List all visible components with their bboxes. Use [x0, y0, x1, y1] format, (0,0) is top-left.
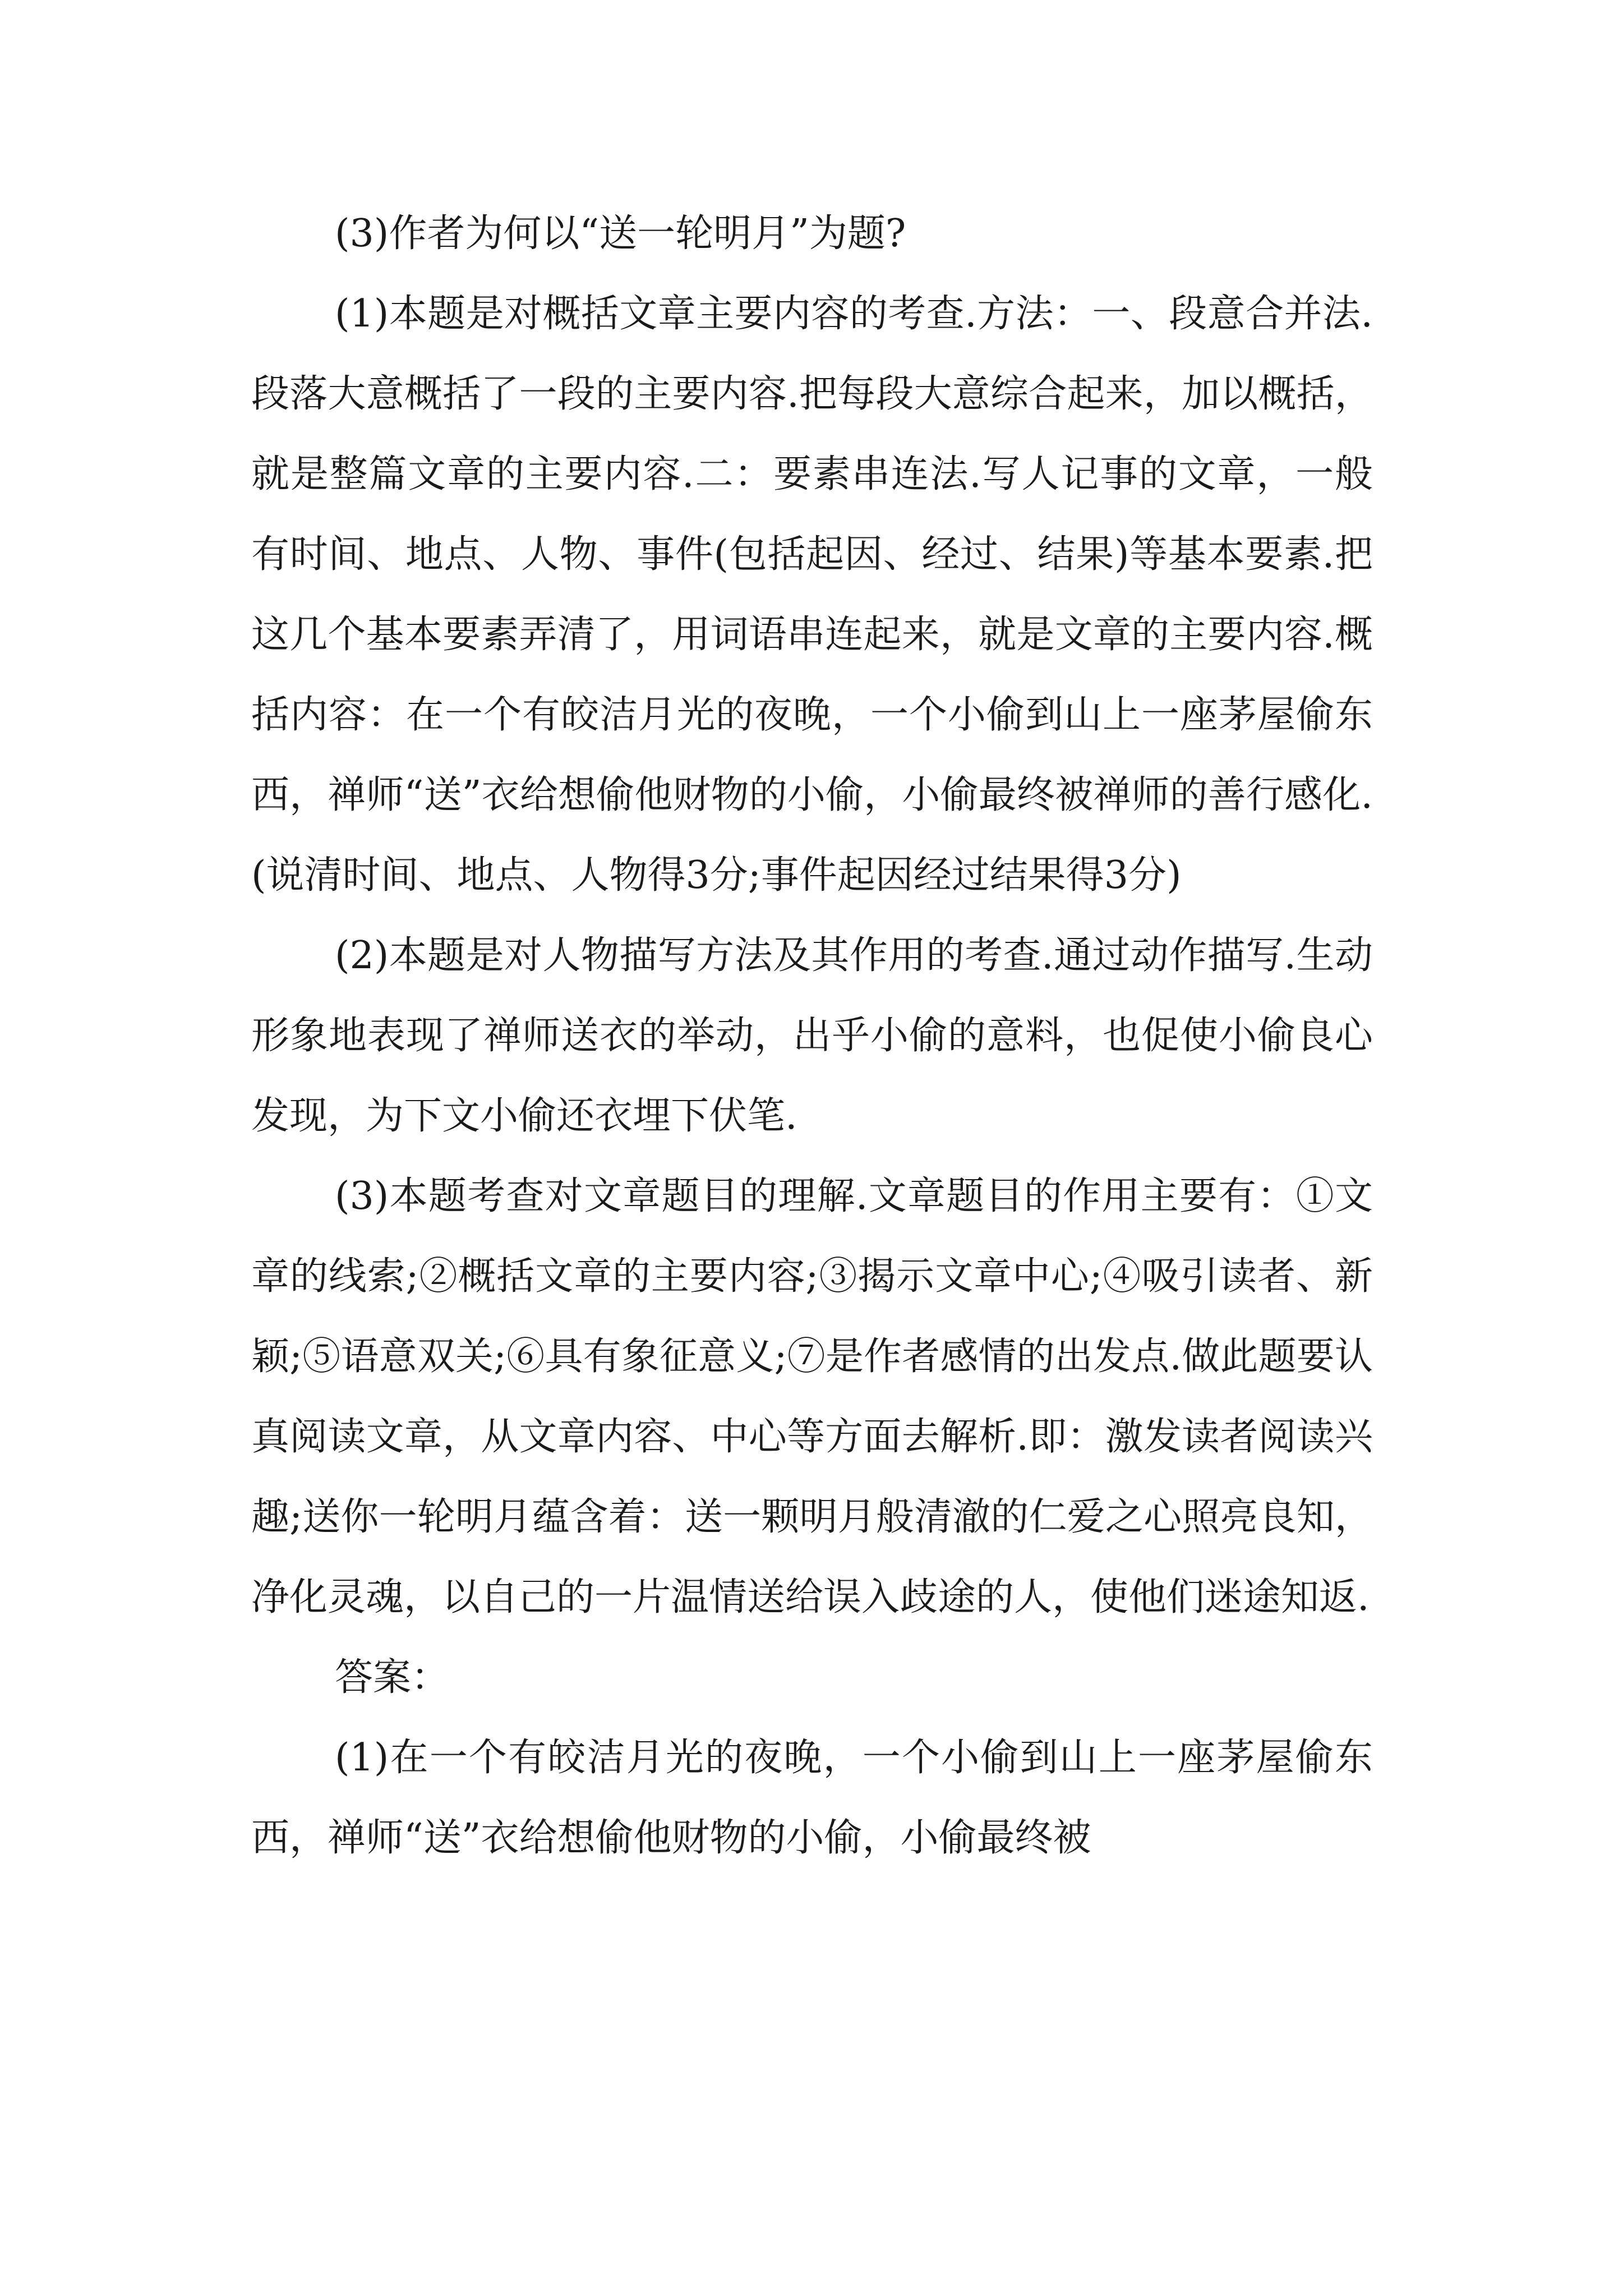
- analysis-2-paragraph: (2)本题是对人物描写方法及其作用的考查.通过动作描写.生动形象地表现了禅师送衣的举动，出乎小偷的意料，也促使小偷良心发现，为下文小偷还衣埋下伏笔.: [251, 933, 1373, 1138]
- document-body: [251, 194, 1373, 1878]
- analysis-1-paragraph: (1)本题是对概括文章主要内容的考查.方法：一、段意合并法.段落大意概括了一段的主要内容.把每段大意综合起来，加以概括，就是整篇文章的主要内容.二：要素串连法.写人记事的文章，一般有时间、地点、人物、事件(包括起因、经过、结果)等基本要素.把这几个基本要素弄清了，用词语串连起来，就是文章的主要内容.概括内容：在一个有皎洁月光的夜晚，一个小偷到山上一座茅屋偷东西，禅师“送”衣给想偷他财物的小偷，小偷最终被禅师的善行感化.(说清时间、地点、人物得3分;事件起因经过结果得3分): [251, 292, 1373, 898]
- analysis-3-paragraph: (3)本题考查对文章题目的理解.文章题目的作用主要有：①文章的线索;②概括文章的主要内容;③揭示文章中心;④吸引读者、新颖;⑤语意双关;⑥具有象征意义;⑦是作者感情的出发点.做此题要认真阅读文章，从文章内容、中心等方面去解析.即：激发读者阅读兴趣;送你一轮明月蕴含着：送一颗明月般清澈的仁爱之心照亮良知，净化灵魂，以自己的一片温情送给误入歧途的人，使他们迷途知返.: [251, 1174, 1373, 1619]
- answer-heading: 答案：: [335, 1655, 450, 1700]
- question-3-title: (3)作者为何以“送一轮明月”为题?: [335, 211, 906, 256]
- answer-1-paragraph: (1)在一个有皎洁月光的夜晚，一个小偷到山上一座茅屋偷东西，禅师“送”衣给想偷他财物的小偷，小偷最终被: [251, 1736, 1373, 1860]
